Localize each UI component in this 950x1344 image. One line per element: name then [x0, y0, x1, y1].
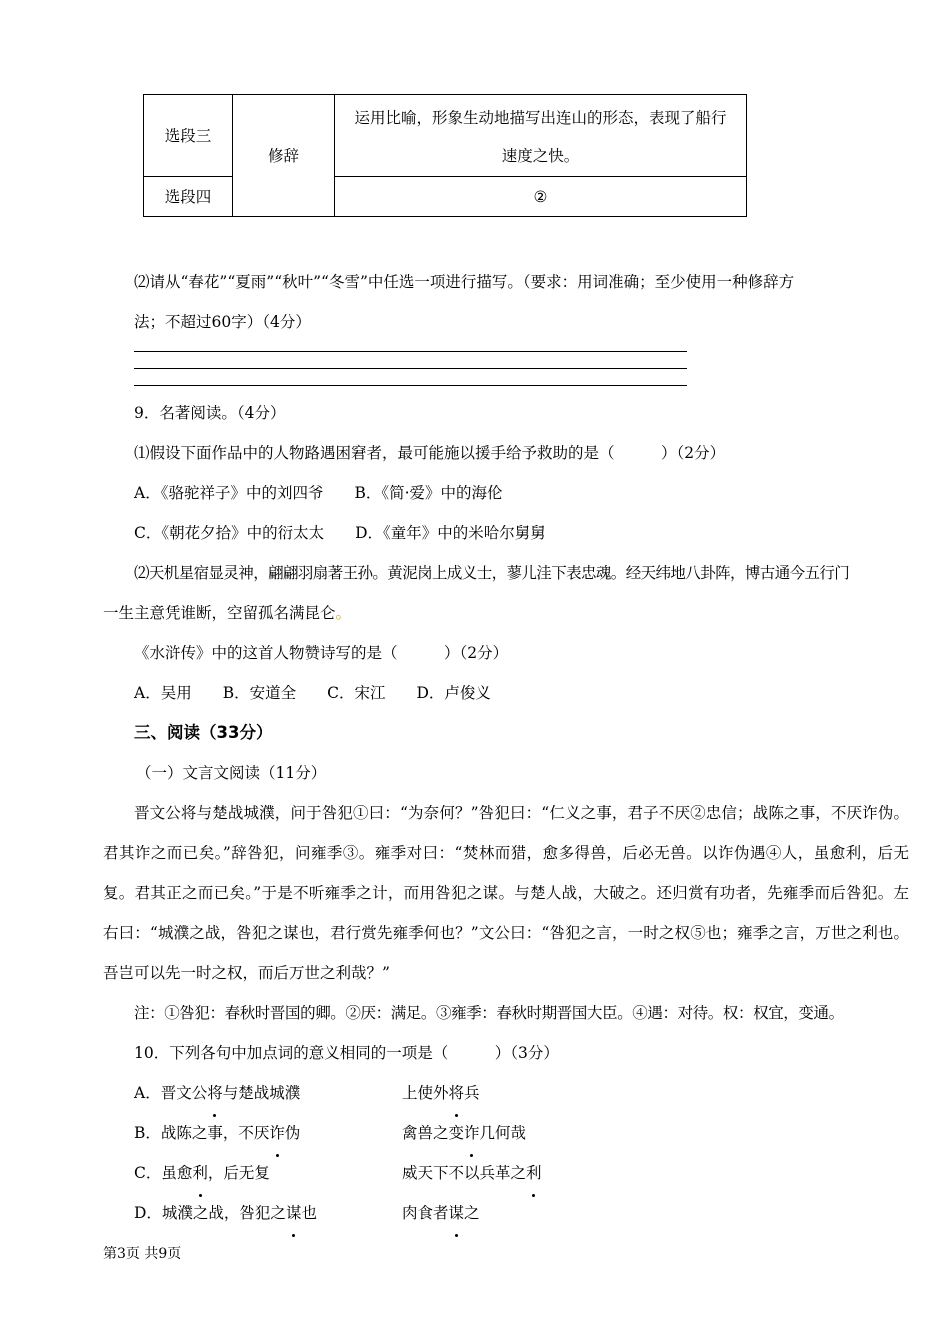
row4-label-cell	[144, 177, 233, 217]
q10-a-left-dot: 将	[207, 1073, 223, 1113]
row3-category-cell	[233, 95, 335, 217]
q9-sub2-poem-end: 。	[335, 604, 352, 622]
q10-c-left-pre: C．虽愈	[134, 1164, 193, 1182]
section3-subheading: （一）文言文阅读（11分）	[136, 764, 327, 782]
q10-b-right	[402, 1113, 526, 1153]
q10-b-left-post: 伪	[284, 1124, 301, 1142]
q10-option-b	[134, 1113, 909, 1153]
q10-d-left-post: 也	[301, 1204, 317, 1222]
q10-a-right-pre: 上使外	[402, 1084, 449, 1102]
q10-option-a	[134, 1073, 909, 1113]
q8-2-line2: 法；不超过60字）（4分）	[134, 313, 311, 331]
q10-c-right-dot: 利	[526, 1153, 542, 1193]
q10-d-right-dot: 谋	[449, 1193, 465, 1233]
q10-c-right-pre: 威天下不以兵革之	[402, 1164, 527, 1182]
q10-option-c	[134, 1153, 909, 1193]
q10-d-left-pre: D．城濮之战，咎犯之	[134, 1204, 286, 1222]
q10-d-right-post: 之	[464, 1204, 480, 1222]
q10-option-d	[134, 1193, 909, 1233]
section3-heading: 三、阅读（33分）	[134, 723, 273, 742]
q10-a-right-dot: 将	[449, 1073, 465, 1113]
q10-a-right	[402, 1073, 480, 1113]
answer-line-3	[134, 385, 687, 386]
q9-sub1: ⑴假设下面作品中的人物路遇困窘者，最可能施以援手给予救助的是（ ）（2分）	[134, 444, 726, 462]
q10-b-right-post: 几何哉	[479, 1124, 527, 1142]
q10-a-left-post: 与楚战城濮	[222, 1084, 301, 1102]
row4-content: ②	[533, 187, 548, 206]
q10-c-left-post: ，后无复	[207, 1164, 270, 1182]
q9-sub2-options: A．吴用 B．安道全 C．宋江 D．卢俊义	[134, 684, 491, 702]
row3-label-cell	[144, 95, 233, 177]
q10-b-left-pre: B．战陈之事，不厌	[134, 1124, 270, 1142]
rhetoric-table	[143, 94, 747, 217]
q9-sub2-question: 《水浒传》中的这首人物赞诗写的是（ ）（2分）	[134, 644, 509, 662]
q10-d-right	[402, 1193, 480, 1233]
q10-b-right-pre: 禽兽之变	[402, 1124, 465, 1142]
row3-category: 修辞	[267, 146, 299, 165]
row3-content-line1: 运用比喻，形象生动地描写出连山的形态，表现了船行	[354, 109, 727, 127]
row3-label: 选段三	[164, 126, 212, 145]
row4-label: 选段四	[164, 187, 212, 206]
q10-d-right-pre: 肉食者	[402, 1204, 449, 1222]
q10-a-left-pre: A．晋文公	[134, 1084, 208, 1102]
answer-line-1	[134, 351, 687, 352]
q9-sub1-options-cd: C．《朝花夕拾》中的衍太太 D．《童年》中的米哈尔舅舅	[134, 524, 546, 542]
q9-sub1-options-ab: A．《骆驼祥子》中的刘四爷 B．《简·爱》中的海伦	[134, 484, 503, 502]
q10-d-left-dot: 谋	[286, 1193, 302, 1233]
answer-line-2	[134, 368, 687, 369]
q9-sub2-poem-line1: ⑵天机星宿显灵神，翩翩羽扇著王孙。黄泥岗上成义士，蓼儿洼下表忠魂。经天纬地八卦阵，博古通今五行门	[134, 564, 850, 582]
q10-a-right-post: 兵	[464, 1084, 480, 1102]
q8-2-line1: ⑵请从“春花”“夏雨”“秋叶”“冬雪”中任选一项进行描写。（要求：用词准确；至少使用一种修辞方	[134, 273, 795, 291]
row3-content-line2: 速度之快。	[501, 147, 580, 165]
q10-b-left-dot: 诈	[269, 1113, 285, 1153]
q9-sub2-poem-line2-wrap	[103, 593, 878, 633]
q9-title: 9．名著阅读。（4分）	[134, 404, 286, 422]
q10-b-right-dot: 诈	[464, 1113, 480, 1153]
q10-c-left-dot: 利	[192, 1153, 208, 1193]
q9-sub2-poem-line2: 一生主意凭谁断，空留孤名满昆仑	[103, 604, 336, 622]
q10-title: 10．下列各句中加点词的意义相同的一项是（ ）（3分）	[134, 1044, 559, 1062]
row4-content-cell	[335, 177, 747, 217]
page-footer: 第3页 共9页	[103, 1246, 182, 1262]
notes: 注：①咎犯：春秋时晋国的卿。②厌：满足。③雍季：春秋时期晋国大臣。④遇：对待。权：权宜，变通。	[134, 1004, 844, 1022]
q10-c-right	[402, 1153, 542, 1193]
row3-content-cell	[335, 95, 747, 177]
passage: 晋文公将与楚战城濮，问于咎犯①曰：“为奈何？”咎犯曰：“仁义之事，君子不厌②忠信；战陈之事，不厌诈伪。君其诈之而已矣。”辞咎犯，问雍季③。雍季对曰：“焚林而猎，愈多得兽，后必无兽。以诈伪遇④人，虽愈利，后无复。君其正之而已矣。”于是不听雍季之计，而用咎犯之谋。与楚人战，大破之。还归赏有功者，先雍季而后咎犯。左右曰：“城濮之战，咎犯之谋也，君行赏先雍季何也？”文公曰：“咎犯之言，一时之权⑤也；雍季之言，万世之利也。吾岂可以先一时之权，而后万世之利哉？”	[103, 804, 909, 982]
